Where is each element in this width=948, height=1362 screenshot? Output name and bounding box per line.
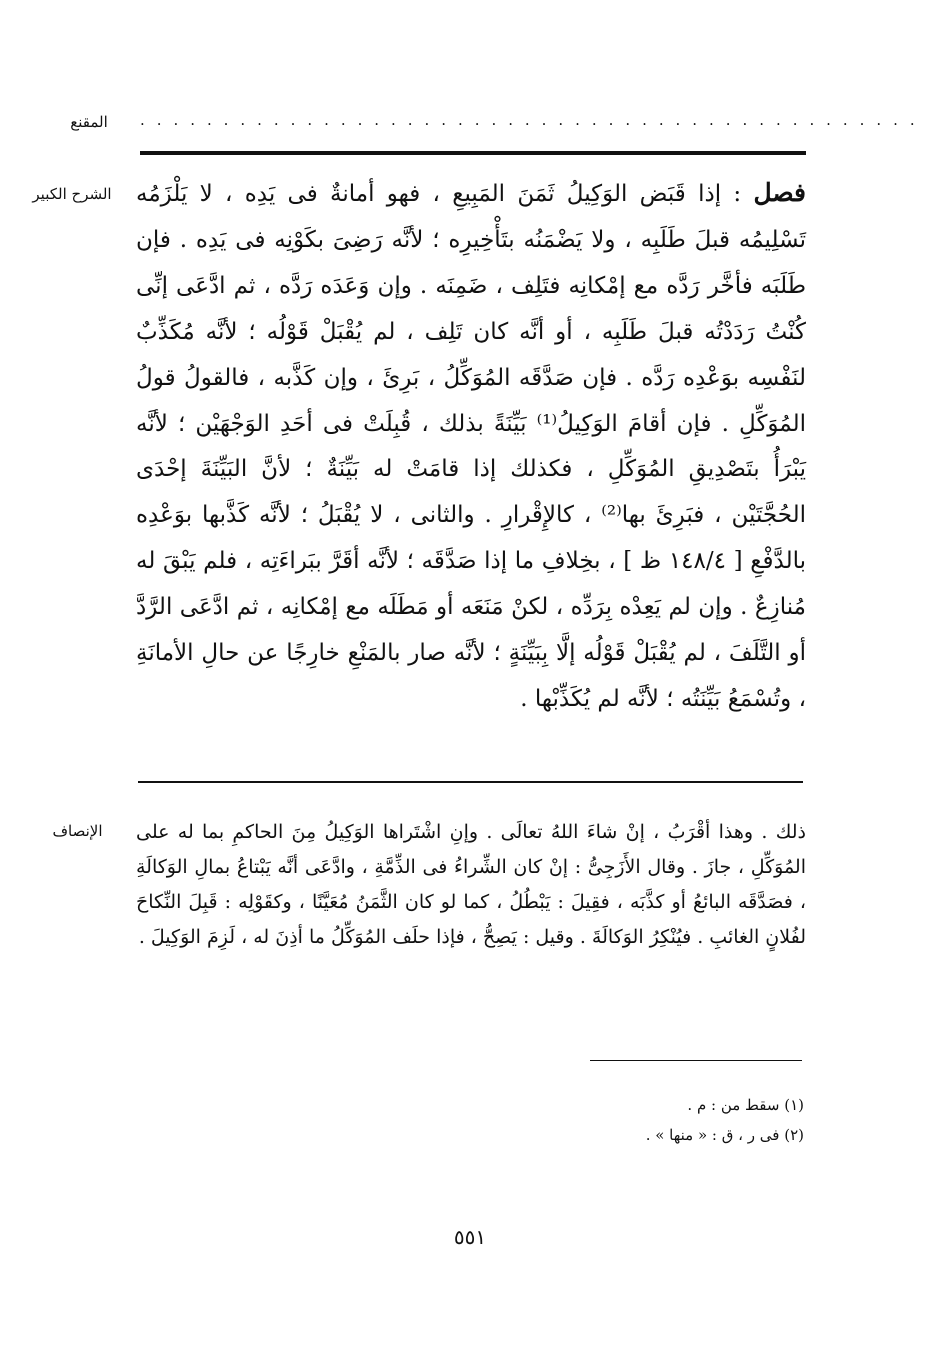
footnotes <box>420 1090 804 1150</box>
header-rule <box>140 151 806 155</box>
footnote-1: (١) سقط من : م . <box>687 1096 804 1114</box>
footnote-2: (٢) فى ر ، ق : « منها » . <box>645 1126 804 1144</box>
insaf-text-block: ذلك . وهذا أقْرَبُ ، إنْ شاءَ اللهُ تعالَى . وإنِ اشْتَراها الوَكِيلُ مِنَ الحاكمِ بما له على المُوَكِّلِ ، جازَ . وقال الأَزَجِىُّ : إنْ كان الشِّراءُ فى الذِّمَّةِ ، وادَّعَى أنَّه يَبْتاعُ بمالِ الوَكالَةِ ، فصَدَّقَه البائعُ أو كذَّبَه ، فقِيلَ : يَبْطُلُ ، كما لو كان الثَّمَنُ مُعَيَّنًا ، وكقَوْلِه : قَبِلَ النِّكاحَ لفُلانٍ الغائبِ . فيُنْكِرُ الوَكالَةَ . وقيل : يَصِحُّ ، فإذا حلَف المُوَكِّلُ ما أذِنَ له ، لَزِمَ الوَكِيلَ . <box>136 821 806 948</box>
main-text-block <box>136 170 806 723</box>
footnote-rule <box>590 1060 802 1061</box>
section-lead-word: فصل <box>753 178 807 207</box>
running-header-title: المقنع <box>70 113 108 131</box>
margin-label-sharh: الشرح الكبير <box>32 185 112 203</box>
page-number: ٥٥١ <box>453 1225 487 1249</box>
header-dotted-leader: . . . . . . . . . . . . . . . . . . . . . . . . . . . . . . . . . . . . . . . . . . . . . . . <box>140 111 919 129</box>
main-text-body: : إذا قَبَض الوَكِيلُ ثَمَنَ المَبِيعِ ، فهو أمانةٌ فى يَدِه ، لا يَلْزَمُه تَسْلِيمُه قبلَ طَلَبِه ، ولا يَضْمَنُه بتَأْخِيرِه ؛ لأنَّه رَضِىَ بكَوْنِه فى يَدِه . فإن طَلَبَه فأخَّر رَدَّه مع إمْكانِه فتَلِف ، ضَمِنَه . وإن وَعَدَه رَدَّه ، ثم ادَّعَى إنِّى كُنْتُ رَدَدْتُه قبلَ طَلَبِه ، أو أنَّه كان تَلِف ، لم يُقْبَلْ قَوْلُه ؛ لأنَّه مُكَذِّبٌ لنَفْسِه بوَعْدِه رَدَّه . فإن صَدَّقَه المُوَكِّلُ ، بَرِئَ ، وإن كَذَّبه ، فالقولُ قولُ المُوَكِّلِ . فإن أقامَ الوَكِيلُ⁽¹⁾ بَيِّنَةً بذلك ، قُبِلَتْ فى أحَدِ الوَجْهَيْن ؛ لأنَّه يَبْرَأُ بتَصْدِيقِ المُوَكِّلِ ، فكذلك إذا قامَتْ له بَيِّنَةٌ ؛ لأنَّ البَيِّنَةَ إحْدَى الحُجَّتَيْن ، فبَرِئَ بها⁽²⁾ ، كالإِقْرارِ . والثانى ، لا يُقْبَلُ ؛ لأنَّه كَذَّبها بوَعْدِه بالدَّفْعِ [ ١٤٨/٤ ظ ] ، بخِلافِ ما إذا صَدَّقَه ؛ لأنَّه أقَرَّ ببَراءَتِه ، فلم يَبْقَ له مُنازِعٌ . وإن لم يَعِدْه بِرَدِّه ، لكنْ مَنَعَه أو مَطَلَه مع إمْكانِه ، ثم ادَّعَى الرَّدَّ أو التَّلَفَ ، لم يُقْبَلْ قَوْلُه إلَّا بِبَيِّنَةٍ ؛ لأنَّه صار بالمَنْعِ خارِجًا عن حالِ الأمانَةِ ، وتُسْمَعُ بَيِّنَتُه ؛ لأنَّه لم يُكَذِّبْها . <box>136 181 807 712</box>
section-divider <box>138 781 803 783</box>
margin-label-insaf: الإنصاف <box>52 822 103 840</box>
